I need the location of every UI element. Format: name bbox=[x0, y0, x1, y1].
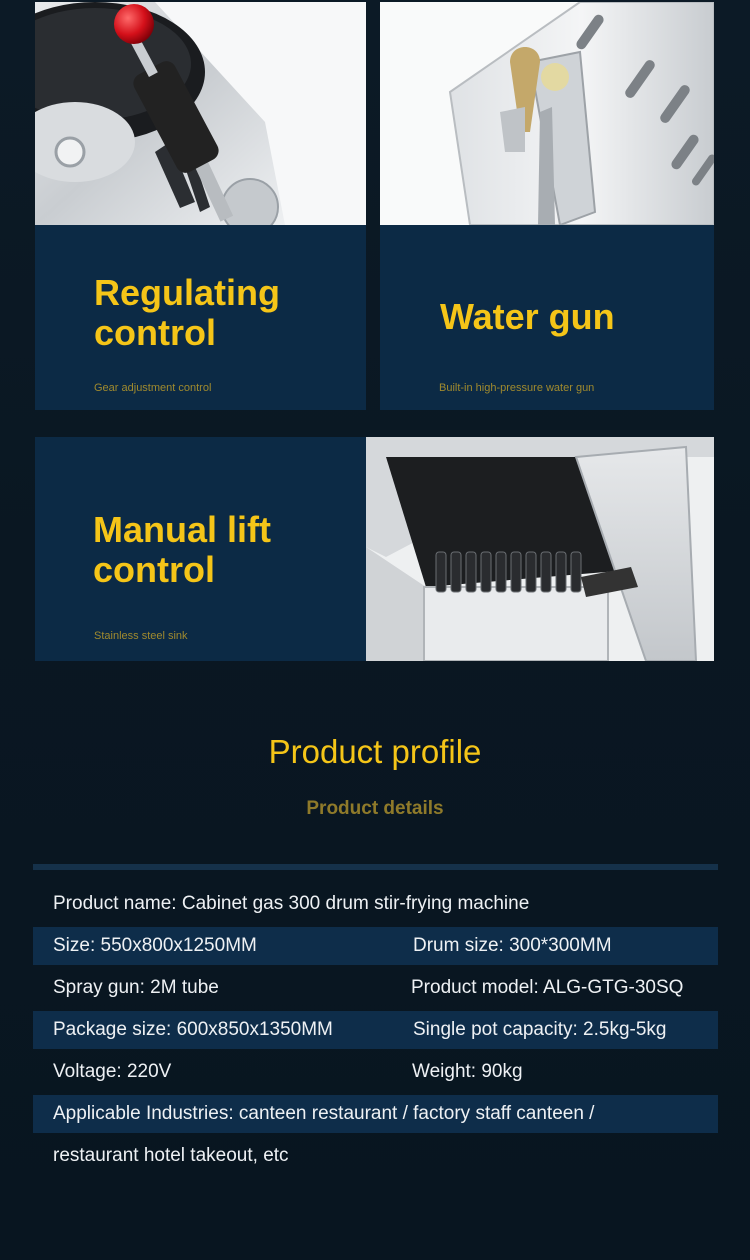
regulating-control-subtitle: Gear adjustment control bbox=[94, 382, 212, 394]
spec-drum-size: Drum size: 300*300MM bbox=[413, 935, 612, 956]
spec-row bbox=[33, 1137, 718, 1175]
spec-row bbox=[33, 927, 718, 965]
manual-lift-card bbox=[35, 437, 366, 661]
manual-lift-title-line1: Manual lift bbox=[93, 509, 271, 550]
spec-product-model: Product model: ALG-GTG-30SQ bbox=[411, 977, 684, 998]
spec-voltage: Voltage: 220V bbox=[53, 1061, 172, 1082]
water-gun-card bbox=[380, 225, 714, 410]
product-profile-title: Product profile bbox=[268, 733, 482, 770]
spec-industries-line2: restaurant hotel takeout, etc bbox=[53, 1145, 289, 1166]
water-gun-title: Water gun bbox=[440, 296, 615, 337]
spec-row bbox=[33, 1095, 718, 1133]
water-gun-photo bbox=[380, 2, 714, 225]
spec-row bbox=[33, 1053, 718, 1091]
spec-product-name: Product name: Cabinet gas 300 drum stir-frying machine bbox=[53, 893, 530, 914]
spec-spray-gun: Spray gun: 2M tube bbox=[53, 977, 219, 998]
spec-package-size: Package size: 600x850x1350MM bbox=[53, 1019, 333, 1040]
regulating-control-card bbox=[35, 225, 366, 410]
spec-row bbox=[33, 885, 718, 923]
product-details-subtitle: Product details bbox=[306, 798, 444, 819]
regulating-control-title-line2: control bbox=[94, 312, 216, 354]
stainless-sink-photo bbox=[366, 437, 714, 661]
spec-size: Size: 550x800x1250MM bbox=[53, 935, 257, 956]
section-divider bbox=[33, 864, 718, 870]
manual-lift-subtitle: Stainless steel sink bbox=[94, 630, 188, 642]
spec-weight: Weight: 90kg bbox=[412, 1061, 523, 1082]
regulating-control-title-line1: Regulating bbox=[94, 272, 280, 313]
spec-row bbox=[33, 969, 718, 1007]
regulating-control-photo bbox=[35, 2, 366, 225]
spec-row bbox=[33, 1011, 718, 1049]
manual-lift-title-line2: control bbox=[93, 549, 215, 591]
water-gun-subtitle: Built-in high-pressure water gun bbox=[439, 382, 595, 394]
spec-single-pot-capacity: Single pot capacity: 2.5kg-5kg bbox=[413, 1019, 667, 1040]
manual-lift-title bbox=[93, 510, 271, 591]
regulating-control-title bbox=[94, 273, 280, 354]
spec-industries-line1: Applicable Industries: canteen restaurant / factory staff canteen / bbox=[53, 1103, 595, 1124]
